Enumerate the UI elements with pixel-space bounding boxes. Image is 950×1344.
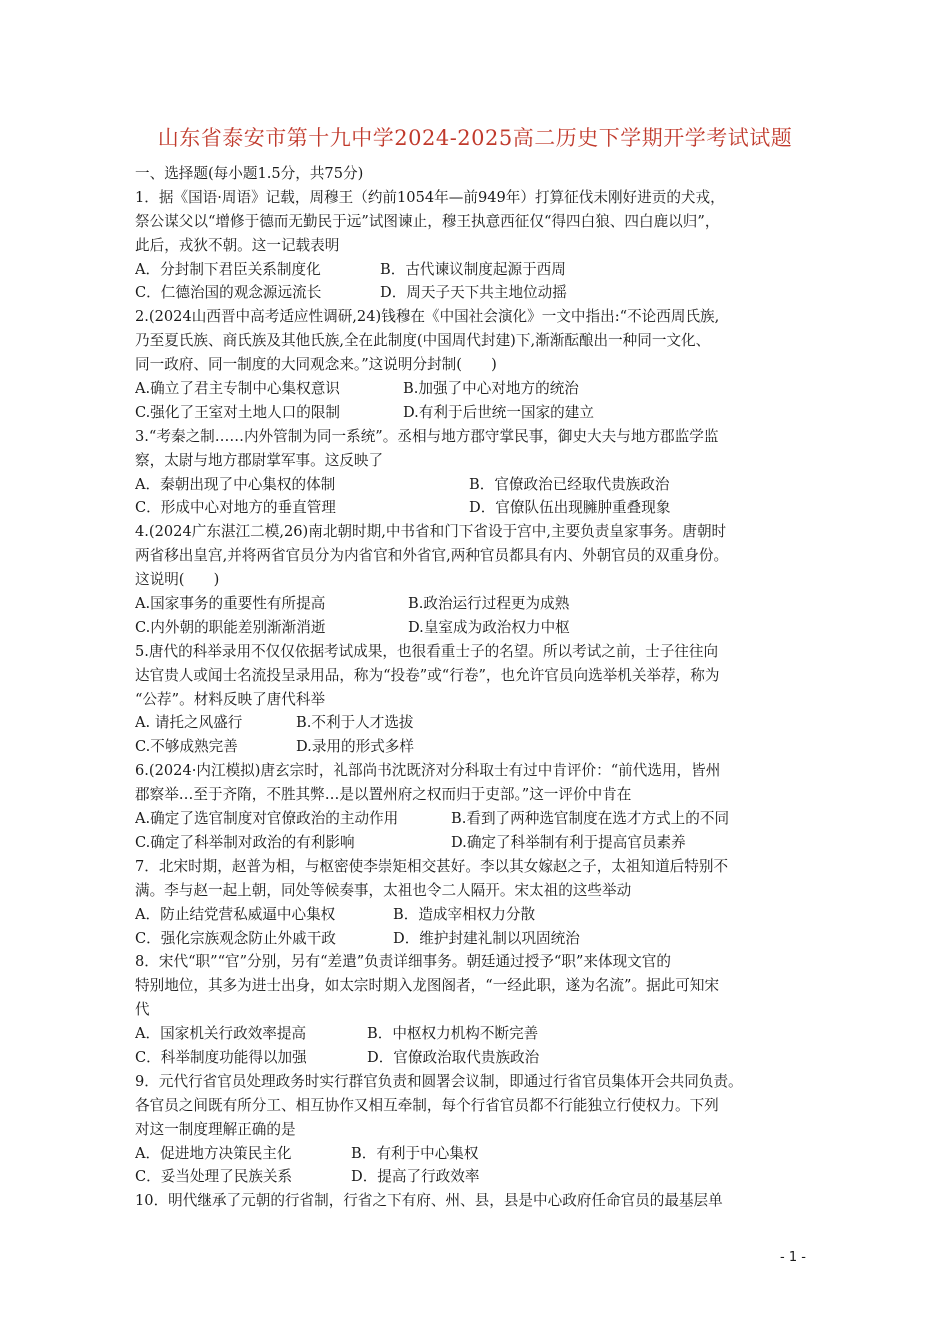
text-line: 8．宋代“职”“官”分别，另有“差遣”负责详细事务。朝廷通过授予“职”来体现文官的 <box>135 953 671 971</box>
option-a: C.不够成熟完善 <box>135 738 238 756</box>
option-line <box>135 592 817 616</box>
option-a: C．形成中心对地方的垂直管理 <box>135 499 336 517</box>
option-b: D.有利于后世统一国家的建立 <box>403 403 594 421</box>
option-a: A. 请托之风盛行 <box>135 714 243 732</box>
option-a: A.确立了君主专制中心集权意识 <box>135 380 340 398</box>
option-line <box>135 401 817 425</box>
option-line <box>135 711 817 735</box>
option-b: B．中枢权力机构不断完善 <box>367 1025 539 1043</box>
option-line <box>135 1165 817 1189</box>
option-a: C．仁德治国的观念源远流长 <box>135 284 322 302</box>
option-b: B.加强了中心对地方的统治 <box>403 380 579 398</box>
text-line: 各官员之间既有所分工、相互协作又相互牵制，每个行省官员都不行能独立行使权力。下列 <box>135 1096 719 1114</box>
option-b: B.政治运行过程更为成熟 <box>408 595 570 613</box>
option-a: C．科举制度功能得以加强 <box>135 1048 307 1066</box>
option-line <box>135 1022 817 1046</box>
section-heading: 一、选择题(每小题1.5分，共75分) <box>135 165 364 182</box>
text-line: 3.“考秦之制……内外管制为同一系统”。丞相与地方郡守掌民事，御史大夫与地方郡监学监 <box>135 427 719 445</box>
page-number: - 1 - <box>780 1250 806 1265</box>
option-line <box>135 1046 817 1070</box>
option-a: C．妥当处理了民族关系 <box>135 1168 293 1186</box>
option-b: B.不利于人才选拔 <box>296 714 414 732</box>
option-a: A.确定了选官制度对官僚政治的主动作用 <box>135 810 399 828</box>
option-a: C.确定了科举制对政治的有利影响 <box>135 833 355 851</box>
option-b: B．造成宰相权力分散 <box>393 905 536 923</box>
option-line <box>135 473 817 497</box>
option-line <box>135 281 817 305</box>
text-line: 达官贵人或闻士名流投呈录用品，称为“投卷”或“行卷”，也允许官员向选举机关举荐，称为 <box>135 666 720 684</box>
text-line: 同一政府、同一制度的大同观念来。”这说明分封制( ) <box>135 356 497 374</box>
option-line <box>135 735 817 759</box>
text-line: 10．明代继承了元朝的行省制，行省之下有府、州、县，县是中心政府任命官员的最基层单 <box>135 1192 723 1210</box>
text-line: 察，太尉与地方郡尉掌军事。这反映了 <box>135 451 384 469</box>
question-body <box>135 162 817 1213</box>
question-lines <box>135 186 817 1213</box>
option-b: D．官僚队伍出现臃肿重叠现象 <box>469 499 671 517</box>
exam-title: 山东省泰安市第十九中学2024-2025高二历史下学期开学考试试题 <box>157 126 793 150</box>
text-line: 4.(2024广东湛江二模,26)南北朝时期,中书省和门下省设于宫中,主要负责皇家事务。唐朝时 <box>135 523 727 541</box>
option-line <box>135 377 817 401</box>
option-a: A．分封制下君臣关系制度化 <box>135 260 321 278</box>
option-b: D.确定了科举制有利于提高官员素养 <box>451 833 686 851</box>
option-line <box>135 807 817 831</box>
option-b: B．古代谏议制度起源于西周 <box>380 260 566 278</box>
text-line: 乃至夏氏族、商氏族及其他氏族,全在此制度(中国周代封建)下,渐渐酝酿出一种同一文化、 <box>135 332 711 350</box>
option-b: D．周天子天下共主地位动摇 <box>380 284 567 302</box>
text-line: 两省移出皇宫,并将两省官员分为内省官和外省官,两种官员都具有内、外朝官员的双重身份。 <box>135 547 729 565</box>
text-line: 7．北宋时期，赵普为相，与枢密使李崇矩相交甚好。李以其女嫁赵之子，太祖知道后特别不 <box>135 857 729 875</box>
option-b: B．有利于中心集权 <box>351 1144 479 1162</box>
option-a: A．促进地方决策民主化 <box>135 1144 292 1162</box>
option-line <box>135 496 817 520</box>
text-line: 代 <box>135 1001 150 1019</box>
text-line: 郡察举…至于齐隋，不胜其弊…是以置州府之权而归于吏部。”这一评价中肯在 <box>135 786 632 804</box>
text-line: 1．据《国语·周语》记载，周穆王（约前1054年—前949年）打算征伐未刚好进贡的犬戎， <box>135 188 725 206</box>
option-b: D．官僚政治取代贵族政治 <box>367 1048 540 1066</box>
text-line: “公荐”。材料反映了唐代科举 <box>135 690 326 708</box>
text-line: 对这一制度理解正确的是 <box>135 1120 296 1138</box>
text-line: 5.唐代的科举录用不仅仅依据考试成果，也很看重士子的名望。所以考试之前，士子往往向 <box>135 642 719 660</box>
text-line: 特别地位，其多为进士出身，如太宗时期入龙图阁者，“一经此职，遂为名流”。据此可知宋 <box>135 977 720 995</box>
option-line <box>135 616 817 640</box>
option-a: A.国家事务的重要性有所提高 <box>135 595 326 613</box>
text-line: 祭公谋父以“增修于德而无勤民于远”试图谏止，穆王执意西征仅“得四白狼、四白鹿以归”， <box>135 212 720 230</box>
option-b: B．官僚政治已经取代贵族政治 <box>469 475 670 493</box>
option-b: D.录用的形式多样 <box>296 738 414 756</box>
option-line <box>135 1142 817 1166</box>
option-a: A．秦朝出现了中心集权的体制 <box>135 475 336 493</box>
option-b: D.皇室成为政治权力中枢 <box>408 618 570 636</box>
text-line: 6.(2024·内江模拟)唐玄宗时，礼部尚书沈既济对分科取士有过中肯评价：“前代选用，皆州 <box>135 762 721 780</box>
option-line <box>135 258 817 282</box>
option-a: A．防止结党营私威逼中心集权 <box>135 905 336 923</box>
text-line: 2.(2024山西晋中高考适应性调研,24)钱穆在《中国社会演化》一文中指出:“不论西周氏族, <box>135 308 720 326</box>
option-a: C．强化宗族观念防止外戚干政 <box>135 929 336 947</box>
text-line: 这说明( ) <box>135 571 220 589</box>
option-line <box>135 831 817 855</box>
option-line <box>135 927 817 951</box>
option-a: C.强化了王室对土地人口的限制 <box>135 403 341 421</box>
option-b: D．提高了行政效率 <box>351 1168 480 1186</box>
option-a: C.内外朝的职能差别渐渐消逝 <box>135 618 326 636</box>
option-b: B.看到了两种选官制度在选才方式上的不同 <box>451 810 730 828</box>
text-line: 满。李与赵一起上朝，同处等候奏事，太祖也令二人隔开。宋太祖的这些举动 <box>135 881 632 899</box>
text-line: 此后，戎狄不朝。这一记载表明 <box>135 236 340 254</box>
option-a: A．国家机关行政效率提高 <box>135 1025 307 1043</box>
text-line: 9．元代行省官员处理政务时实行群官负责和圆署会议制，即通过行省官员集体开会共同负责。 <box>135 1072 743 1090</box>
option-b: D．维护封建礼制以巩固统治 <box>393 929 580 947</box>
option-line <box>135 903 817 927</box>
